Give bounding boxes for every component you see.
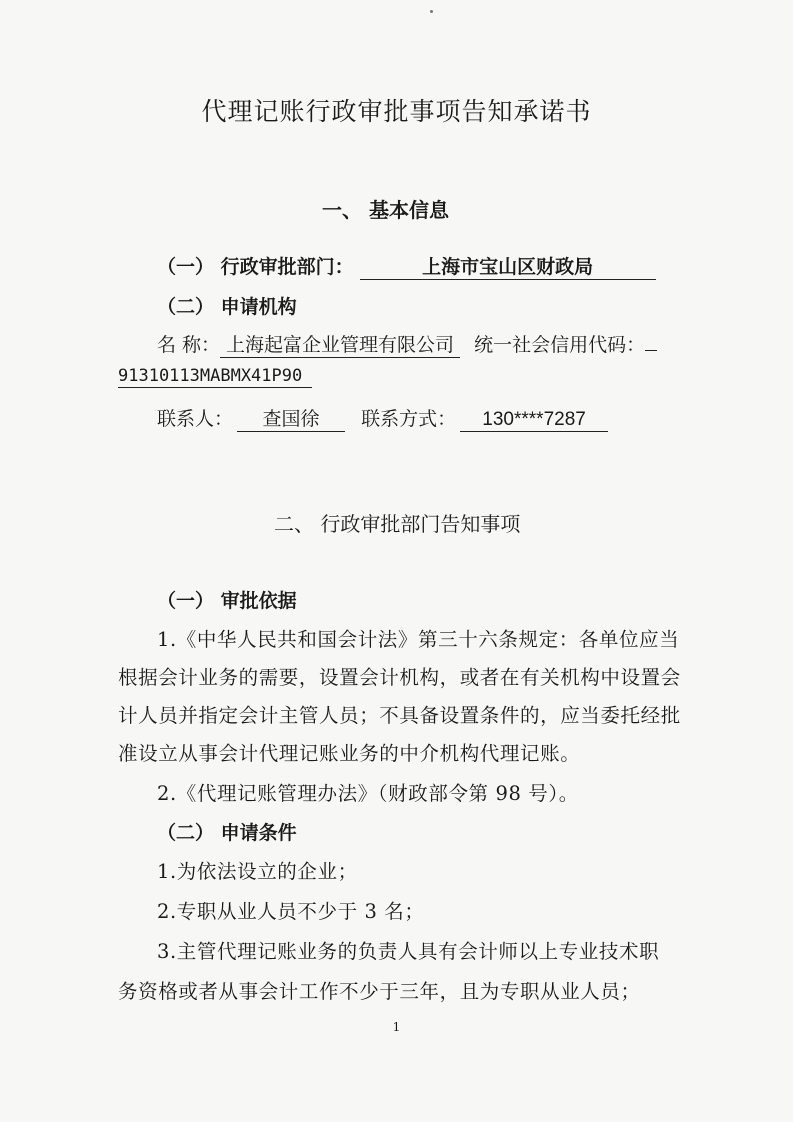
credit-code-value: 91310113MABMX41P90 — [118, 367, 312, 388]
credit-code-row — [118, 366, 312, 388]
basis-line-1: 1.《中华人民共和国会计法》第三十六条规定：各单位应当 — [157, 628, 680, 651]
condition-line-3: 3.主管代理记账业务的负责人具有会计师以上专业技术职 — [157, 940, 660, 963]
name-label: 名 称： — [157, 334, 221, 356]
section-2-heading: 二、 行政审批部门告知事项 — [274, 512, 521, 536]
condition-line-2: 2.专职从业人员不少于 3 名； — [157, 900, 425, 923]
phone-value: 130****7287 — [460, 409, 608, 432]
scan-mark — [430, 10, 433, 13]
credit-code-underline-start — [645, 350, 657, 351]
page-number: 1 — [392, 1020, 401, 1034]
credit-code-label: 统一社会信用代码： — [474, 334, 646, 356]
basis-line-3: 计人员并指定会计主管人员；不具备设置条件的，应当委托经批 — [118, 704, 681, 727]
applicant-heading: （二） 申请机构 — [157, 296, 297, 318]
name-value: 上海起富企业管理有限公司 — [220, 335, 460, 358]
condition-line-1: 1.为依法设立的企业； — [157, 860, 358, 883]
basis-line-4: 准设立从事会计代理记账业务的中介机构代理记账。 — [118, 742, 581, 765]
approval-dept-label: （一） 行政审批部门： — [157, 256, 354, 278]
contact-value: 查国徐 — [237, 409, 345, 432]
basis-line-2: 根据会计业务的需要，设置会计机构，或者在有关机构中设置会 — [118, 666, 681, 689]
section-1-heading: 一、 基本信息 — [322, 198, 449, 222]
condition-line-4: 务资格或者从事会计工作不少于三年，且为专职从业人员； — [118, 980, 641, 1003]
contact-label: 联系人： — [157, 408, 234, 430]
basis-heading: （一） 审批依据 — [157, 590, 297, 612]
approval-dept-row — [157, 252, 656, 280]
conditions-heading: （二） 申请条件 — [157, 822, 297, 844]
document-title: 代理记账行政审批事项告知承诺书 — [201, 97, 592, 126]
contact-row — [157, 404, 608, 432]
phone-label: 联系方式： — [361, 408, 457, 430]
approval-dept-value: 上海市宝山区财政局 — [360, 257, 656, 280]
applicant-name-row — [157, 330, 657, 358]
basis-line-5: 2.《代理记账管理办法》（财政部令第 98 号）。 — [157, 782, 579, 805]
